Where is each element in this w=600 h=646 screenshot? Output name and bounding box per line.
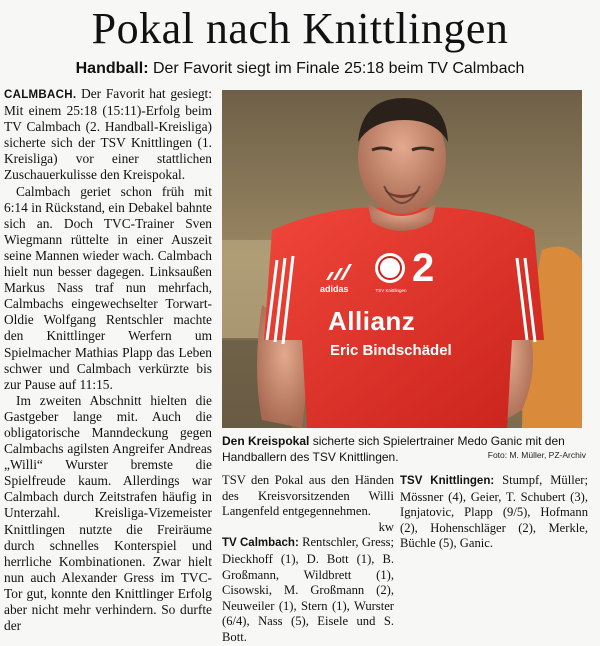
subhead-label: Handball:: [75, 60, 149, 77]
article-photo: [222, 90, 582, 428]
photo-caption: [222, 433, 588, 465]
caption-text: sicherte sich Spielertrainer Medo Ganic mit den Handballern des TSV Knittlingen.: [222, 434, 565, 464]
dateline: CALMBACH.: [4, 89, 77, 101]
paragraph-2: Calmbach geriet schon früh mit 6:14 in Rückstand, ein Debakel bahnte sich an. Doch TVC-Trainer Sven Wiegmann rüttelte in einer Auszeit seine Mannen wieder wach. Calmbach hielt nun besser dagegen. Linksaußen Markus Nass traf nun mehrfach, Calmbachs eingewechselter Torwart-Oldie Wolfgang Rentschler machte den Knittlinger Werfern um Spielmacher Mathias Plapp das Leben schwer und Calmbach verkürzte bis zur Pause auf 11:15.: [4, 183, 212, 392]
photo-credit: Foto: M. Müller, PZ-Archiv: [487, 450, 586, 460]
team2-label: TSV Knittlingen:: [400, 475, 495, 487]
crest-text: TSV Knittlingen: [375, 288, 407, 293]
subhead: [0, 58, 600, 80]
team1-text: Rentschler, Gress; Dieckhoff (1), D. Bott (1), B. Großmann, Wildbrett (1), Cisowski, M. Großmann (2), Neuweiler (1), Stern (1), Wurster (6/4), Nass (5), Eisele und S. Bott.: [222, 535, 394, 644]
author-initials: kw: [378, 519, 394, 534]
player-photo-illustration: [222, 90, 582, 428]
team1-label: TV Calmbach:: [222, 537, 299, 550]
article-column-1: [4, 86, 212, 634]
caption-label: Den Kreispokal: [222, 434, 310, 448]
subhead-text: Der Favorit siegt im Finale 25:18 beim TV Calmbach: [152, 60, 525, 77]
team2-text: Stumpf, Müller; Mössner (4), Geier, T. Schubert (3), Ignjatovic, Plapp (9/5), Hofmann (2), Hohenschläger (2), Merkle, Büchle (5), Ganic.: [400, 473, 588, 551]
shirt-number: 2: [412, 246, 435, 290]
team1-lineup: [222, 535, 394, 645]
headline: Pokal nach Knittlingen: [91, 4, 509, 53]
article-column-3: [400, 473, 588, 552]
article-column-2: [222, 473, 394, 646]
team2-lineup: [400, 473, 588, 552]
shirt-sponsor-line2: Eric Bindschädel: [330, 342, 452, 359]
paragraph-3: Im zweiten Abschnitt hielten die Gastgeber lange mit. Auch die obligatorische Manndeckung gegen Calmbachs agilsten Angreifer Andreas „Willi“ Wurster bremste die Spielfreude kaum. Allerdings war Calmbach durch Zeitstrafen häufig in Unterzahl. Kreisliga-Vizemeister Knittlingen nutzte die Freiräume durch schnelles Konterspiel und herrliche Kombinationen. Zwar hielt nun auch Alexander Gress im TVC-Tor gut, konnte den Knittlinger Erfolg aber nicht mehr verhindern. So durfte der: [4, 392, 212, 634]
paragraph-1: [4, 86, 212, 184]
kit-brand: adidas: [320, 284, 349, 294]
paragraph-1-text: Der Favorit hat gesiegt: Mit einem 25:18 (15:11)-Erfolg beim TV Calmbach (2. Handball-Kreisliga) sicherte sich der TSV Knittlingen (1. Kreisliga) vor einer stattlichen Zuschauerkulisse den Kreispokal.: [4, 86, 212, 183]
paragraph-4: TSV den Pokal aus den Händen des Kreisvorsitzenden Willi Langenfeld entgegennehmen.: [222, 473, 394, 519]
shirt-sponsor: Allianz: [328, 306, 416, 336]
